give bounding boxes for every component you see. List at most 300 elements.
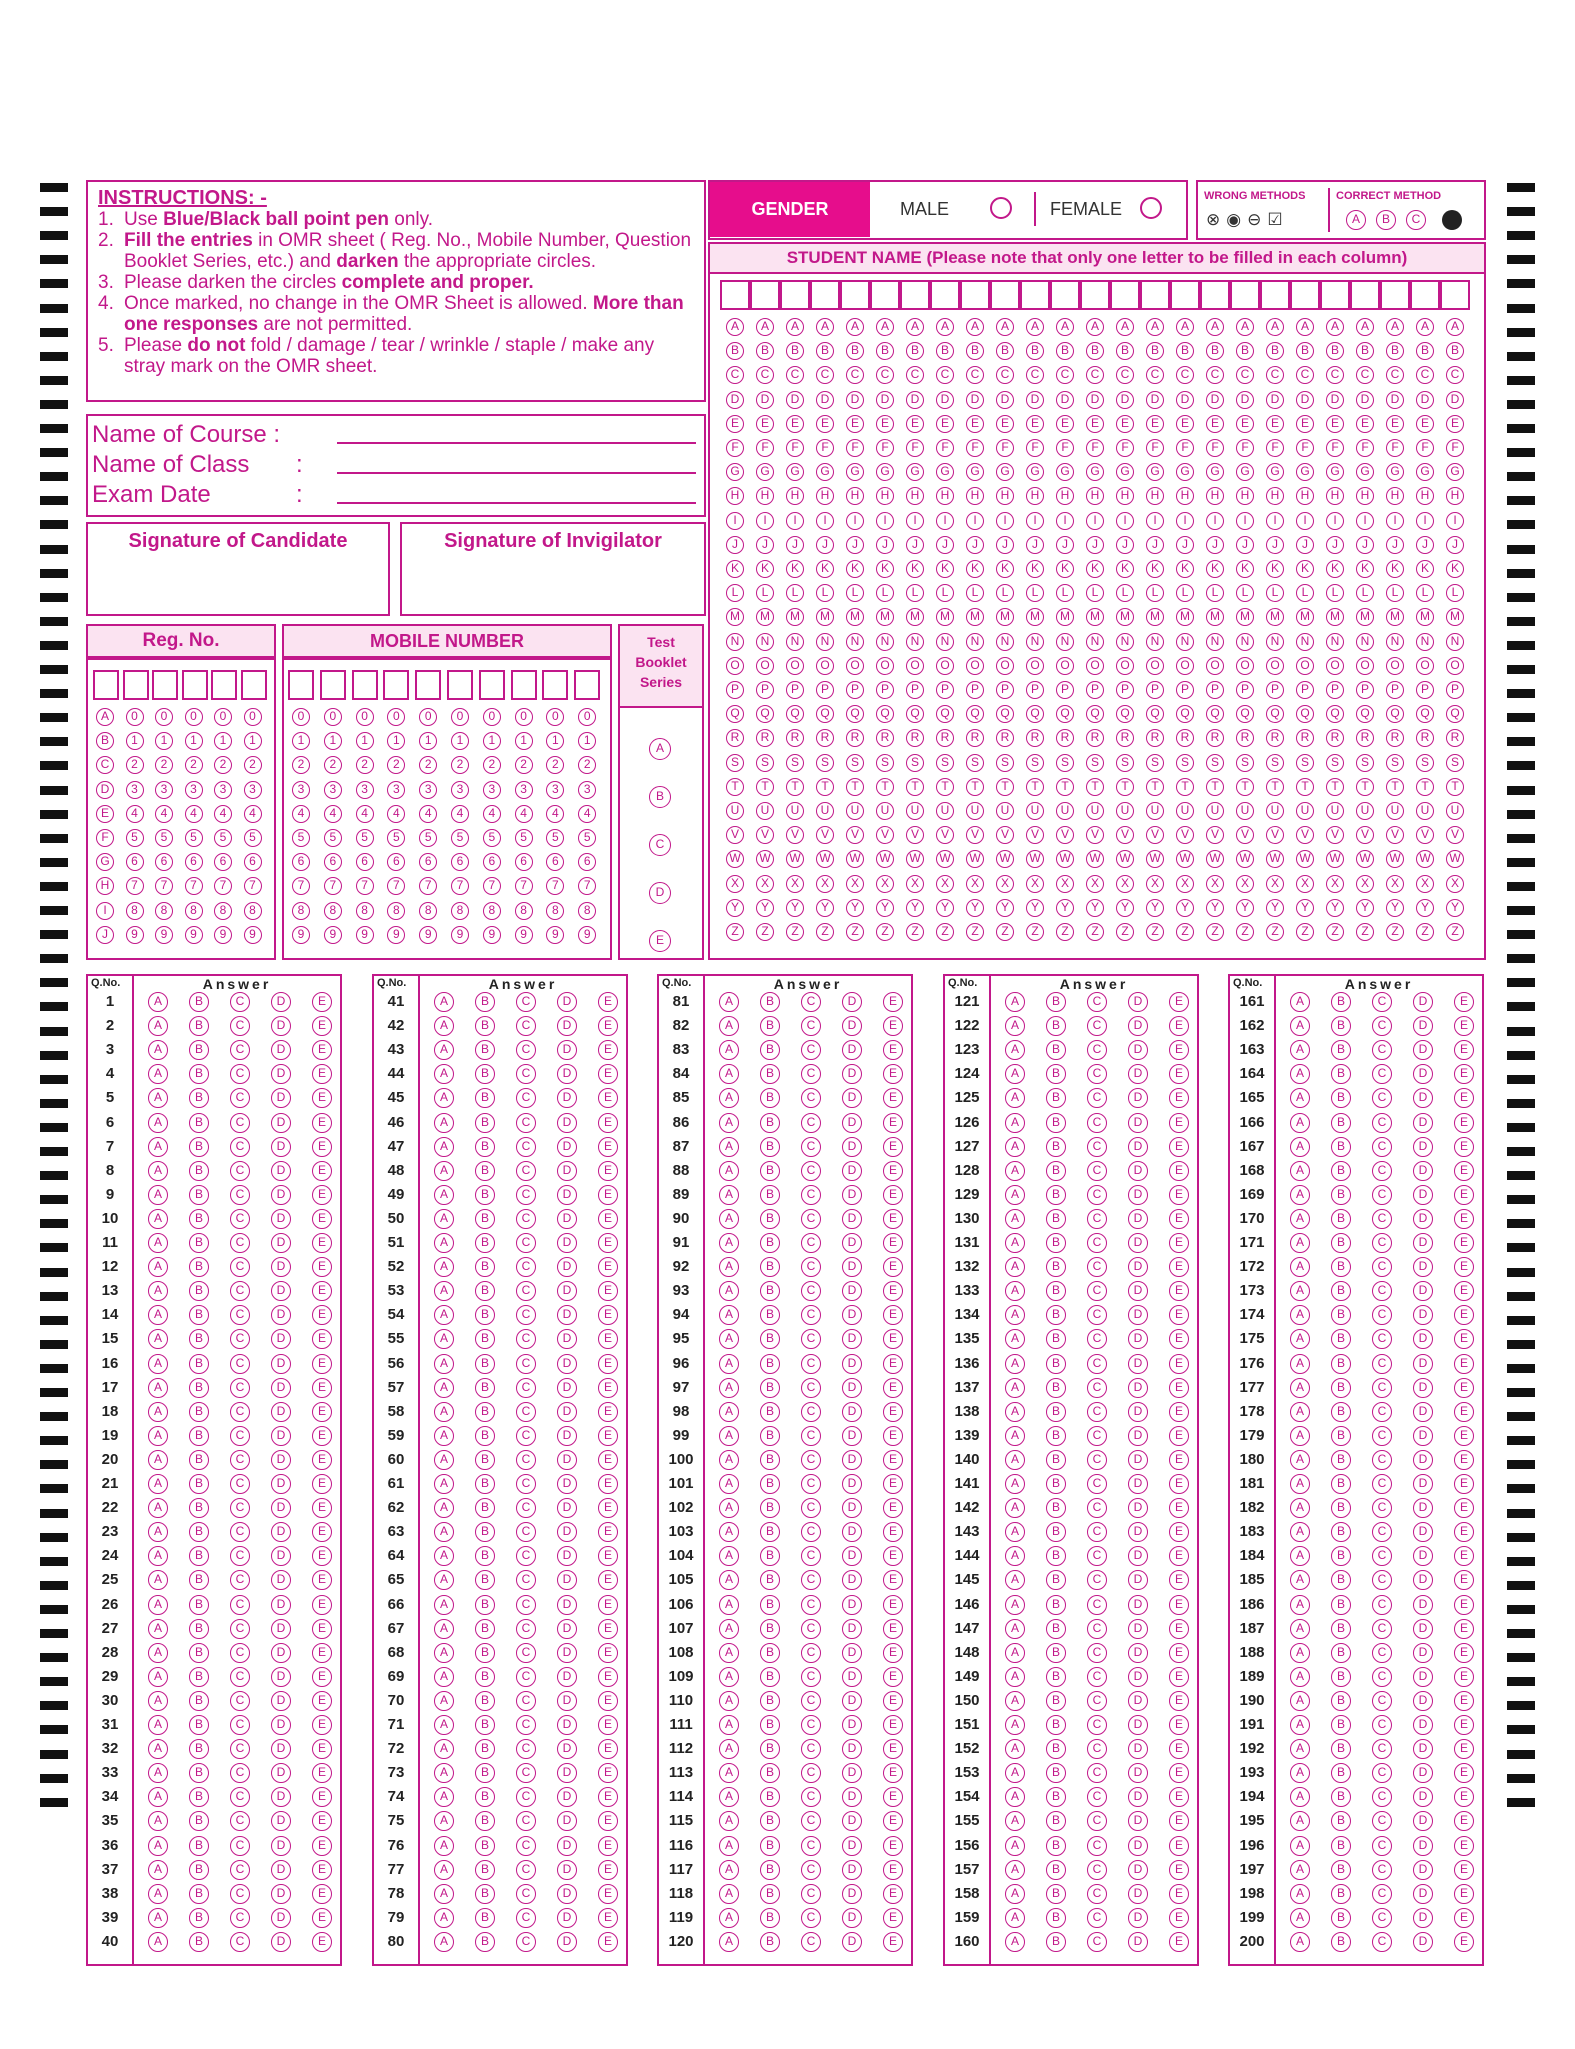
answer-bubble[interactable]: A	[1290, 1715, 1310, 1735]
name-bubble[interactable]: G	[1356, 463, 1374, 481]
answer-bubble[interactable]: C	[1372, 1161, 1392, 1181]
answer-bubble[interactable]: A	[434, 1474, 454, 1494]
answer-bubble[interactable]: A	[1290, 1113, 1310, 1133]
name-bubble[interactable]: F	[1296, 439, 1314, 457]
mobile-bubble[interactable]: 6	[483, 853, 501, 871]
answer-bubble[interactable]: A	[148, 1329, 168, 1349]
answer-bubble[interactable]: B	[1046, 1137, 1066, 1157]
answer-bubble[interactable]: C	[230, 1619, 250, 1639]
name-bubble[interactable]: Q	[786, 705, 804, 723]
name-bubble[interactable]: Y	[1446, 899, 1464, 917]
answer-bubble[interactable]: C	[1087, 1595, 1107, 1615]
answer-bubble[interactable]: D	[557, 1643, 577, 1663]
answer-bubble[interactable]: B	[475, 1426, 495, 1446]
mobile-bubble[interactable]: 4	[451, 805, 469, 823]
name-bubble[interactable]: K	[1116, 560, 1134, 578]
answer-bubble[interactable]: A	[719, 1233, 739, 1253]
answer-bubble[interactable]: A	[1005, 1884, 1025, 1904]
answer-bubble[interactable]: C	[516, 1305, 536, 1325]
name-bubble[interactable]: Y	[786, 899, 804, 917]
answer-bubble[interactable]: E	[598, 1546, 618, 1566]
name-bubble[interactable]: N	[1146, 633, 1164, 651]
answer-bubble[interactable]: B	[1331, 1474, 1351, 1494]
answer-bubble[interactable]: D	[1128, 1908, 1148, 1928]
name-bubble[interactable]: S	[1296, 754, 1314, 772]
reg-bubble[interactable]: I	[96, 902, 114, 920]
name-bubble[interactable]: S	[996, 754, 1014, 772]
name-bubble[interactable]: E	[1296, 415, 1314, 433]
answer-bubble[interactable]: E	[312, 1570, 332, 1590]
answer-bubble[interactable]: C	[1087, 1860, 1107, 1880]
answer-bubble[interactable]: E	[598, 1522, 618, 1542]
answer-bubble[interactable]: A	[148, 1426, 168, 1446]
answer-bubble[interactable]: B	[475, 1836, 495, 1856]
answer-bubble[interactable]: B	[189, 1064, 209, 1084]
name-bubble[interactable]: H	[816, 487, 834, 505]
name-bubble[interactable]: H	[966, 487, 984, 505]
name-bubble[interactable]: R	[906, 729, 924, 747]
answer-bubble[interactable]: E	[1169, 1402, 1189, 1422]
answer-bubble[interactable]: D	[1413, 1378, 1433, 1398]
name-bubble[interactable]: V	[1176, 826, 1194, 844]
answer-bubble[interactable]: C	[230, 1474, 250, 1494]
answer-bubble[interactable]: B	[1046, 1498, 1066, 1518]
answer-bubble[interactable]: C	[1372, 1064, 1392, 1084]
answer-bubble[interactable]: B	[760, 1016, 780, 1036]
answer-bubble[interactable]: C	[516, 1040, 536, 1060]
answer-bubble[interactable]: E	[598, 1836, 618, 1856]
answer-bubble[interactable]: E	[883, 1522, 903, 1542]
reg-bubble[interactable]: 0	[244, 708, 262, 726]
name-bubble[interactable]: V	[936, 826, 954, 844]
answer-bubble[interactable]: B	[1331, 1908, 1351, 1928]
answer-bubble[interactable]: C	[1372, 1185, 1392, 1205]
answer-bubble[interactable]: D	[1128, 1691, 1148, 1711]
answer-bubble[interactable]: E	[1169, 1016, 1189, 1036]
answer-bubble[interactable]: A	[434, 1113, 454, 1133]
answer-bubble[interactable]: D	[1413, 1691, 1433, 1711]
answer-bubble[interactable]: A	[719, 1137, 739, 1157]
name-bubble[interactable]: B	[1026, 342, 1044, 360]
name-bubble[interactable]: M	[1356, 608, 1374, 626]
name-bubble[interactable]: J	[1296, 536, 1314, 554]
answer-bubble[interactable]: E	[312, 1932, 332, 1952]
answer-bubble[interactable]: C	[1087, 1088, 1107, 1108]
name-bubble[interactable]: Q	[1116, 705, 1134, 723]
name-bubble[interactable]: Y	[936, 899, 954, 917]
answer-bubble[interactable]: C	[516, 1354, 536, 1374]
answer-bubble[interactable]: A	[1290, 1884, 1310, 1904]
answer-bubble[interactable]: E	[598, 1209, 618, 1229]
answer-bubble[interactable]: A	[434, 1016, 454, 1036]
answer-bubble[interactable]: E	[1454, 1691, 1474, 1711]
reg-bubble[interactable]: 4	[155, 805, 173, 823]
answer-bubble[interactable]: E	[1169, 1787, 1189, 1807]
answer-bubble[interactable]: A	[1290, 1088, 1310, 1108]
answer-bubble[interactable]: D	[1128, 1763, 1148, 1783]
name-bubble[interactable]: I	[876, 512, 894, 530]
name-bubble[interactable]: W	[1326, 850, 1344, 868]
answer-bubble[interactable]: E	[883, 1811, 903, 1831]
answer-bubble[interactable]: B	[1046, 1691, 1066, 1711]
mobile-bubble[interactable]: 8	[387, 902, 405, 920]
exam-date-field[interactable]	[92, 480, 700, 510]
name-bubble[interactable]: L	[996, 584, 1014, 602]
mobile-bubble[interactable]: 8	[356, 902, 374, 920]
answer-bubble[interactable]: C	[516, 1595, 536, 1615]
name-bubble[interactable]: P	[1056, 681, 1074, 699]
answer-bubble[interactable]: C	[801, 1643, 821, 1663]
mobile-bubble[interactable]: 7	[419, 877, 437, 895]
answer-bubble[interactable]: E	[1454, 1522, 1474, 1542]
answer-bubble[interactable]: B	[1331, 1088, 1351, 1108]
answer-bubble[interactable]: E	[1454, 1498, 1474, 1518]
name-bubble[interactable]: F	[936, 439, 954, 457]
name-bubble[interactable]: V	[846, 826, 864, 844]
answer-bubble[interactable]: A	[1290, 1860, 1310, 1880]
answer-bubble[interactable]: D	[271, 1402, 291, 1422]
name-bubble[interactable]: L	[1356, 584, 1374, 602]
answer-bubble[interactable]: E	[1169, 1088, 1189, 1108]
answer-bubble[interactable]: A	[434, 1715, 454, 1735]
name-bubble[interactable]: B	[816, 342, 834, 360]
answer-bubble[interactable]: B	[189, 1378, 209, 1398]
name-bubble[interactable]: B	[786, 342, 804, 360]
answer-bubble[interactable]: D	[1413, 1570, 1433, 1590]
name-bubble[interactable]: A	[1386, 318, 1404, 336]
mobile-bubble[interactable]: 7	[546, 877, 564, 895]
answer-bubble[interactable]: A	[434, 1884, 454, 1904]
answer-bubble[interactable]: C	[801, 1763, 821, 1783]
answer-bubble[interactable]: B	[189, 1450, 209, 1470]
answer-bubble[interactable]: C	[516, 1209, 536, 1229]
answer-bubble[interactable]: A	[1290, 1257, 1310, 1277]
answer-bubble[interactable]: A	[1290, 1233, 1310, 1253]
answer-bubble[interactable]: E	[1454, 1233, 1474, 1253]
name-bubble[interactable]: N	[1236, 633, 1254, 651]
reg-bubble[interactable]: 8	[185, 902, 203, 920]
name-bubble[interactable]: Q	[816, 705, 834, 723]
answer-bubble[interactable]: B	[760, 1860, 780, 1880]
answer-bubble[interactable]: D	[557, 1836, 577, 1856]
answer-bubble[interactable]: B	[189, 1474, 209, 1494]
answer-bubble[interactable]: E	[312, 1474, 332, 1494]
answer-bubble[interactable]: C	[801, 1281, 821, 1301]
mobile-bubble[interactable]: 4	[292, 805, 310, 823]
answer-bubble[interactable]: C	[230, 1763, 250, 1783]
name-bubble[interactable]: O	[1176, 657, 1194, 675]
answer-bubble[interactable]: B	[760, 1570, 780, 1590]
answer-bubble[interactable]: C	[801, 1595, 821, 1615]
name-bubble[interactable]: Z	[1116, 923, 1134, 941]
name-bubble[interactable]: S	[1026, 754, 1044, 772]
answer-bubble[interactable]: E	[598, 1161, 618, 1181]
answer-bubble[interactable]: C	[230, 992, 250, 1012]
answer-bubble[interactable]: B	[475, 1281, 495, 1301]
name-bubble[interactable]: R	[1386, 729, 1404, 747]
answer-bubble[interactable]: E	[1454, 1546, 1474, 1566]
answer-bubble[interactable]: A	[1290, 1450, 1310, 1470]
reg-bubble[interactable]: 3	[185, 781, 203, 799]
name-bubble[interactable]: S	[1056, 754, 1074, 772]
answer-bubble[interactable]: B	[1046, 1088, 1066, 1108]
name-bubble[interactable]: U	[786, 802, 804, 820]
answer-bubble[interactable]: E	[1454, 992, 1474, 1012]
name-bubble[interactable]: J	[1056, 536, 1074, 554]
name-bubble[interactable]: L	[1176, 584, 1194, 602]
answer-bubble[interactable]: C	[516, 1715, 536, 1735]
mobile-bubble[interactable]: 9	[483, 926, 501, 944]
name-bubble[interactable]: J	[1026, 536, 1044, 554]
answer-bubble[interactable]: D	[557, 1667, 577, 1687]
name-bubble[interactable]: I	[1416, 512, 1434, 530]
answer-bubble[interactable]: D	[557, 1570, 577, 1590]
answer-bubble[interactable]: A	[1290, 1161, 1310, 1181]
answer-bubble[interactable]: A	[1290, 1016, 1310, 1036]
mobile-bubble[interactable]: 5	[387, 829, 405, 847]
answer-bubble[interactable]: B	[189, 1570, 209, 1590]
answer-bubble[interactable]: E	[312, 1040, 332, 1060]
name-bubble[interactable]: W	[846, 850, 864, 868]
reg-bubble[interactable]: 9	[214, 926, 232, 944]
answer-bubble[interactable]: B	[1331, 1570, 1351, 1590]
name-bubble[interactable]: Q	[1446, 705, 1464, 723]
answer-bubble[interactable]: D	[557, 1402, 577, 1422]
answer-bubble[interactable]: C	[801, 1378, 821, 1398]
answer-bubble[interactable]: E	[883, 1257, 903, 1277]
mobile-bubble[interactable]: 1	[324, 732, 342, 750]
name-bubble[interactable]: L	[846, 584, 864, 602]
mobile-bubble[interactable]: 3	[578, 781, 596, 799]
name-bubble[interactable]: Q	[936, 705, 954, 723]
mobile-bubble[interactable]: 9	[387, 926, 405, 944]
name-bubble[interactable]: Y	[996, 899, 1014, 917]
name-bubble[interactable]: B	[1446, 342, 1464, 360]
name-bubble[interactable]: G	[1326, 463, 1344, 481]
answer-bubble[interactable]: E	[1169, 1691, 1189, 1711]
answer-bubble[interactable]: C	[230, 1088, 250, 1108]
mobile-bubble[interactable]: 6	[578, 853, 596, 871]
answer-bubble[interactable]: E	[312, 1739, 332, 1759]
answer-bubble[interactable]: D	[1413, 1498, 1433, 1518]
answer-bubble[interactable]: A	[719, 1281, 739, 1301]
answer-bubble[interactable]: A	[148, 1619, 168, 1639]
answer-bubble[interactable]: E	[883, 1305, 903, 1325]
answer-bubble[interactable]: C	[1372, 1498, 1392, 1518]
answer-bubble[interactable]: B	[475, 1016, 495, 1036]
answer-bubble[interactable]: E	[883, 1739, 903, 1759]
answer-bubble[interactable]: C	[516, 1402, 536, 1422]
answer-bubble[interactable]: E	[883, 1354, 903, 1374]
name-bubble[interactable]: A	[906, 318, 924, 336]
answer-bubble[interactable]: E	[883, 1378, 903, 1398]
mobile-bubble[interactable]: 2	[324, 756, 342, 774]
name-bubble[interactable]: P	[1176, 681, 1194, 699]
name-bubble[interactable]: M	[1416, 608, 1434, 626]
answer-bubble[interactable]: A	[1290, 1570, 1310, 1590]
invigilator-signature-box[interactable]	[400, 522, 706, 616]
name-bubble[interactable]: F	[876, 439, 894, 457]
answer-bubble[interactable]: E	[598, 1932, 618, 1952]
answer-bubble[interactable]: C	[1087, 1836, 1107, 1856]
answer-bubble[interactable]: C	[801, 1474, 821, 1494]
reg-bubble[interactable]: 7	[185, 877, 203, 895]
answer-bubble[interactable]: D	[1413, 1185, 1433, 1205]
mobile-bubble[interactable]: 8	[578, 902, 596, 920]
name-bubble[interactable]: Z	[756, 923, 774, 941]
name-bubble[interactable]: A	[1446, 318, 1464, 336]
answer-bubble[interactable]: A	[719, 1402, 739, 1422]
name-bubble[interactable]: F	[1206, 439, 1224, 457]
name-bubble[interactable]: S	[1386, 754, 1404, 772]
name-bubble[interactable]: F	[966, 439, 984, 457]
answer-bubble[interactable]: B	[189, 992, 209, 1012]
answer-bubble[interactable]: A	[719, 1811, 739, 1831]
answer-bubble[interactable]: C	[801, 1161, 821, 1181]
name-bubble[interactable]: M	[1146, 608, 1164, 626]
name-bubble[interactable]: T	[1266, 778, 1284, 796]
name-bubble[interactable]: L	[786, 584, 804, 602]
name-bubble[interactable]: H	[726, 487, 744, 505]
name-bubble[interactable]: D	[1326, 391, 1344, 409]
name-bubble[interactable]: K	[906, 560, 924, 578]
answer-bubble[interactable]: A	[1290, 1498, 1310, 1518]
name-bubble[interactable]: B	[906, 342, 924, 360]
name-bubble[interactable]: F	[1176, 439, 1194, 457]
name-bubble[interactable]: F	[1116, 439, 1134, 457]
answer-bubble[interactable]: E	[312, 1691, 332, 1711]
answer-bubble[interactable]: D	[1413, 1450, 1433, 1470]
answer-bubble[interactable]: C	[516, 1570, 536, 1590]
answer-bubble[interactable]: B	[760, 1643, 780, 1663]
answer-bubble[interactable]: E	[312, 1088, 332, 1108]
name-bubble[interactable]: G	[1206, 463, 1224, 481]
answer-bubble[interactable]: E	[1169, 1498, 1189, 1518]
answer-bubble[interactable]: D	[1128, 1281, 1148, 1301]
answer-bubble[interactable]: D	[1413, 1402, 1433, 1422]
answer-bubble[interactable]: C	[516, 1667, 536, 1687]
answer-bubble[interactable]: C	[1087, 1450, 1107, 1470]
reg-bubble[interactable]: 4	[185, 805, 203, 823]
mobile-bubble[interactable]: 1	[387, 732, 405, 750]
answer-bubble[interactable]: C	[516, 1908, 536, 1928]
answer-bubble[interactable]: C	[1087, 1691, 1107, 1711]
answer-bubble[interactable]: D	[1413, 1884, 1433, 1904]
name-bubble[interactable]: U	[1386, 802, 1404, 820]
answer-bubble[interactable]: A	[148, 1354, 168, 1374]
answer-bubble[interactable]: B	[1046, 1016, 1066, 1036]
answer-bubble[interactable]: D	[1128, 1667, 1148, 1687]
answer-bubble[interactable]: E	[598, 1811, 618, 1831]
name-bubble[interactable]: Q	[1026, 705, 1044, 723]
answer-bubble[interactable]: C	[1372, 1354, 1392, 1374]
answer-bubble[interactable]: E	[1169, 1836, 1189, 1856]
answer-bubble[interactable]: E	[883, 1329, 903, 1349]
name-bubble[interactable]: R	[996, 729, 1014, 747]
answer-bubble[interactable]: B	[1331, 1161, 1351, 1181]
answer-bubble[interactable]: B	[1046, 1546, 1066, 1566]
name-bubble[interactable]: O	[1266, 657, 1284, 675]
answer-bubble[interactable]: C	[1087, 1233, 1107, 1253]
answer-bubble[interactable]: A	[434, 1787, 454, 1807]
name-bubble[interactable]: P	[786, 681, 804, 699]
name-bubble[interactable]: P	[876, 681, 894, 699]
name-bubble[interactable]: P	[726, 681, 744, 699]
answer-bubble[interactable]: E	[883, 1570, 903, 1590]
answer-bubble[interactable]: A	[434, 1691, 454, 1711]
answer-bubble[interactable]: A	[719, 1836, 739, 1856]
answer-bubble[interactable]: D	[842, 1932, 862, 1952]
answer-bubble[interactable]: B	[760, 1595, 780, 1615]
mobile-bubble[interactable]: 8	[292, 902, 310, 920]
reg-entry-box[interactable]	[152, 670, 178, 700]
answer-bubble[interactable]: A	[1005, 1040, 1025, 1060]
name-bubble[interactable]: B	[1266, 342, 1284, 360]
name-bubble[interactable]: G	[1266, 463, 1284, 481]
name-bubble[interactable]: X	[1026, 875, 1044, 893]
answer-bubble[interactable]: D	[842, 992, 862, 1012]
answer-bubble[interactable]: B	[760, 1908, 780, 1928]
name-entry-box[interactable]	[1350, 280, 1380, 310]
name-bubble[interactable]: Y	[876, 899, 894, 917]
answer-bubble[interactable]: D	[842, 1402, 862, 1422]
name-bubble[interactable]: O	[1206, 657, 1224, 675]
name-bubble[interactable]: G	[786, 463, 804, 481]
mobile-bubble[interactable]: 3	[356, 781, 374, 799]
answer-bubble[interactable]: D	[271, 1474, 291, 1494]
name-bubble[interactable]: S	[1146, 754, 1164, 772]
answer-bubble[interactable]: C	[801, 1402, 821, 1422]
answer-bubble[interactable]: C	[1372, 1570, 1392, 1590]
answer-bubble[interactable]: C	[516, 1546, 536, 1566]
answer-bubble[interactable]: A	[1005, 1209, 1025, 1229]
answer-bubble[interactable]: C	[516, 1329, 536, 1349]
answer-bubble[interactable]: E	[598, 1088, 618, 1108]
answer-bubble[interactable]: A	[148, 1811, 168, 1831]
mobile-bubble[interactable]: 7	[324, 877, 342, 895]
name-bubble[interactable]: Z	[996, 923, 1014, 941]
answer-bubble[interactable]: D	[1413, 1257, 1433, 1277]
answer-bubble[interactable]: A	[434, 1305, 454, 1325]
mobile-bubble[interactable]: 0	[515, 708, 533, 726]
reg-bubble[interactable]: J	[96, 926, 114, 944]
name-bubble[interactable]: F	[1356, 439, 1374, 457]
answer-bubble[interactable]: B	[1046, 1739, 1066, 1759]
answer-bubble[interactable]: A	[719, 1498, 739, 1518]
mobile-bubble[interactable]: 2	[419, 756, 437, 774]
answer-bubble[interactable]: D	[1413, 1209, 1433, 1229]
answer-bubble[interactable]: C	[1087, 1715, 1107, 1735]
answer-bubble[interactable]: C	[230, 1161, 250, 1181]
reg-bubble[interactable]: 8	[244, 902, 262, 920]
name-bubble[interactable]: Q	[1296, 705, 1314, 723]
answer-bubble[interactable]: E	[598, 1884, 618, 1904]
answer-bubble[interactable]: A	[719, 1739, 739, 1759]
answer-bubble[interactable]: B	[475, 992, 495, 1012]
name-bubble[interactable]: V	[906, 826, 924, 844]
reg-bubble[interactable]: 2	[244, 756, 262, 774]
answer-bubble[interactable]: D	[557, 1354, 577, 1374]
name-bubble[interactable]: G	[876, 463, 894, 481]
answer-bubble[interactable]: A	[719, 1474, 739, 1494]
name-bubble[interactable]: J	[846, 536, 864, 554]
answer-bubble[interactable]: B	[1046, 1040, 1066, 1060]
answer-bubble[interactable]: D	[1128, 1329, 1148, 1349]
answer-bubble[interactable]: E	[1169, 1811, 1189, 1831]
answer-bubble[interactable]: E	[312, 1763, 332, 1783]
reg-bubble[interactable]: F	[96, 829, 114, 847]
name-bubble[interactable]: Z	[1056, 923, 1074, 941]
